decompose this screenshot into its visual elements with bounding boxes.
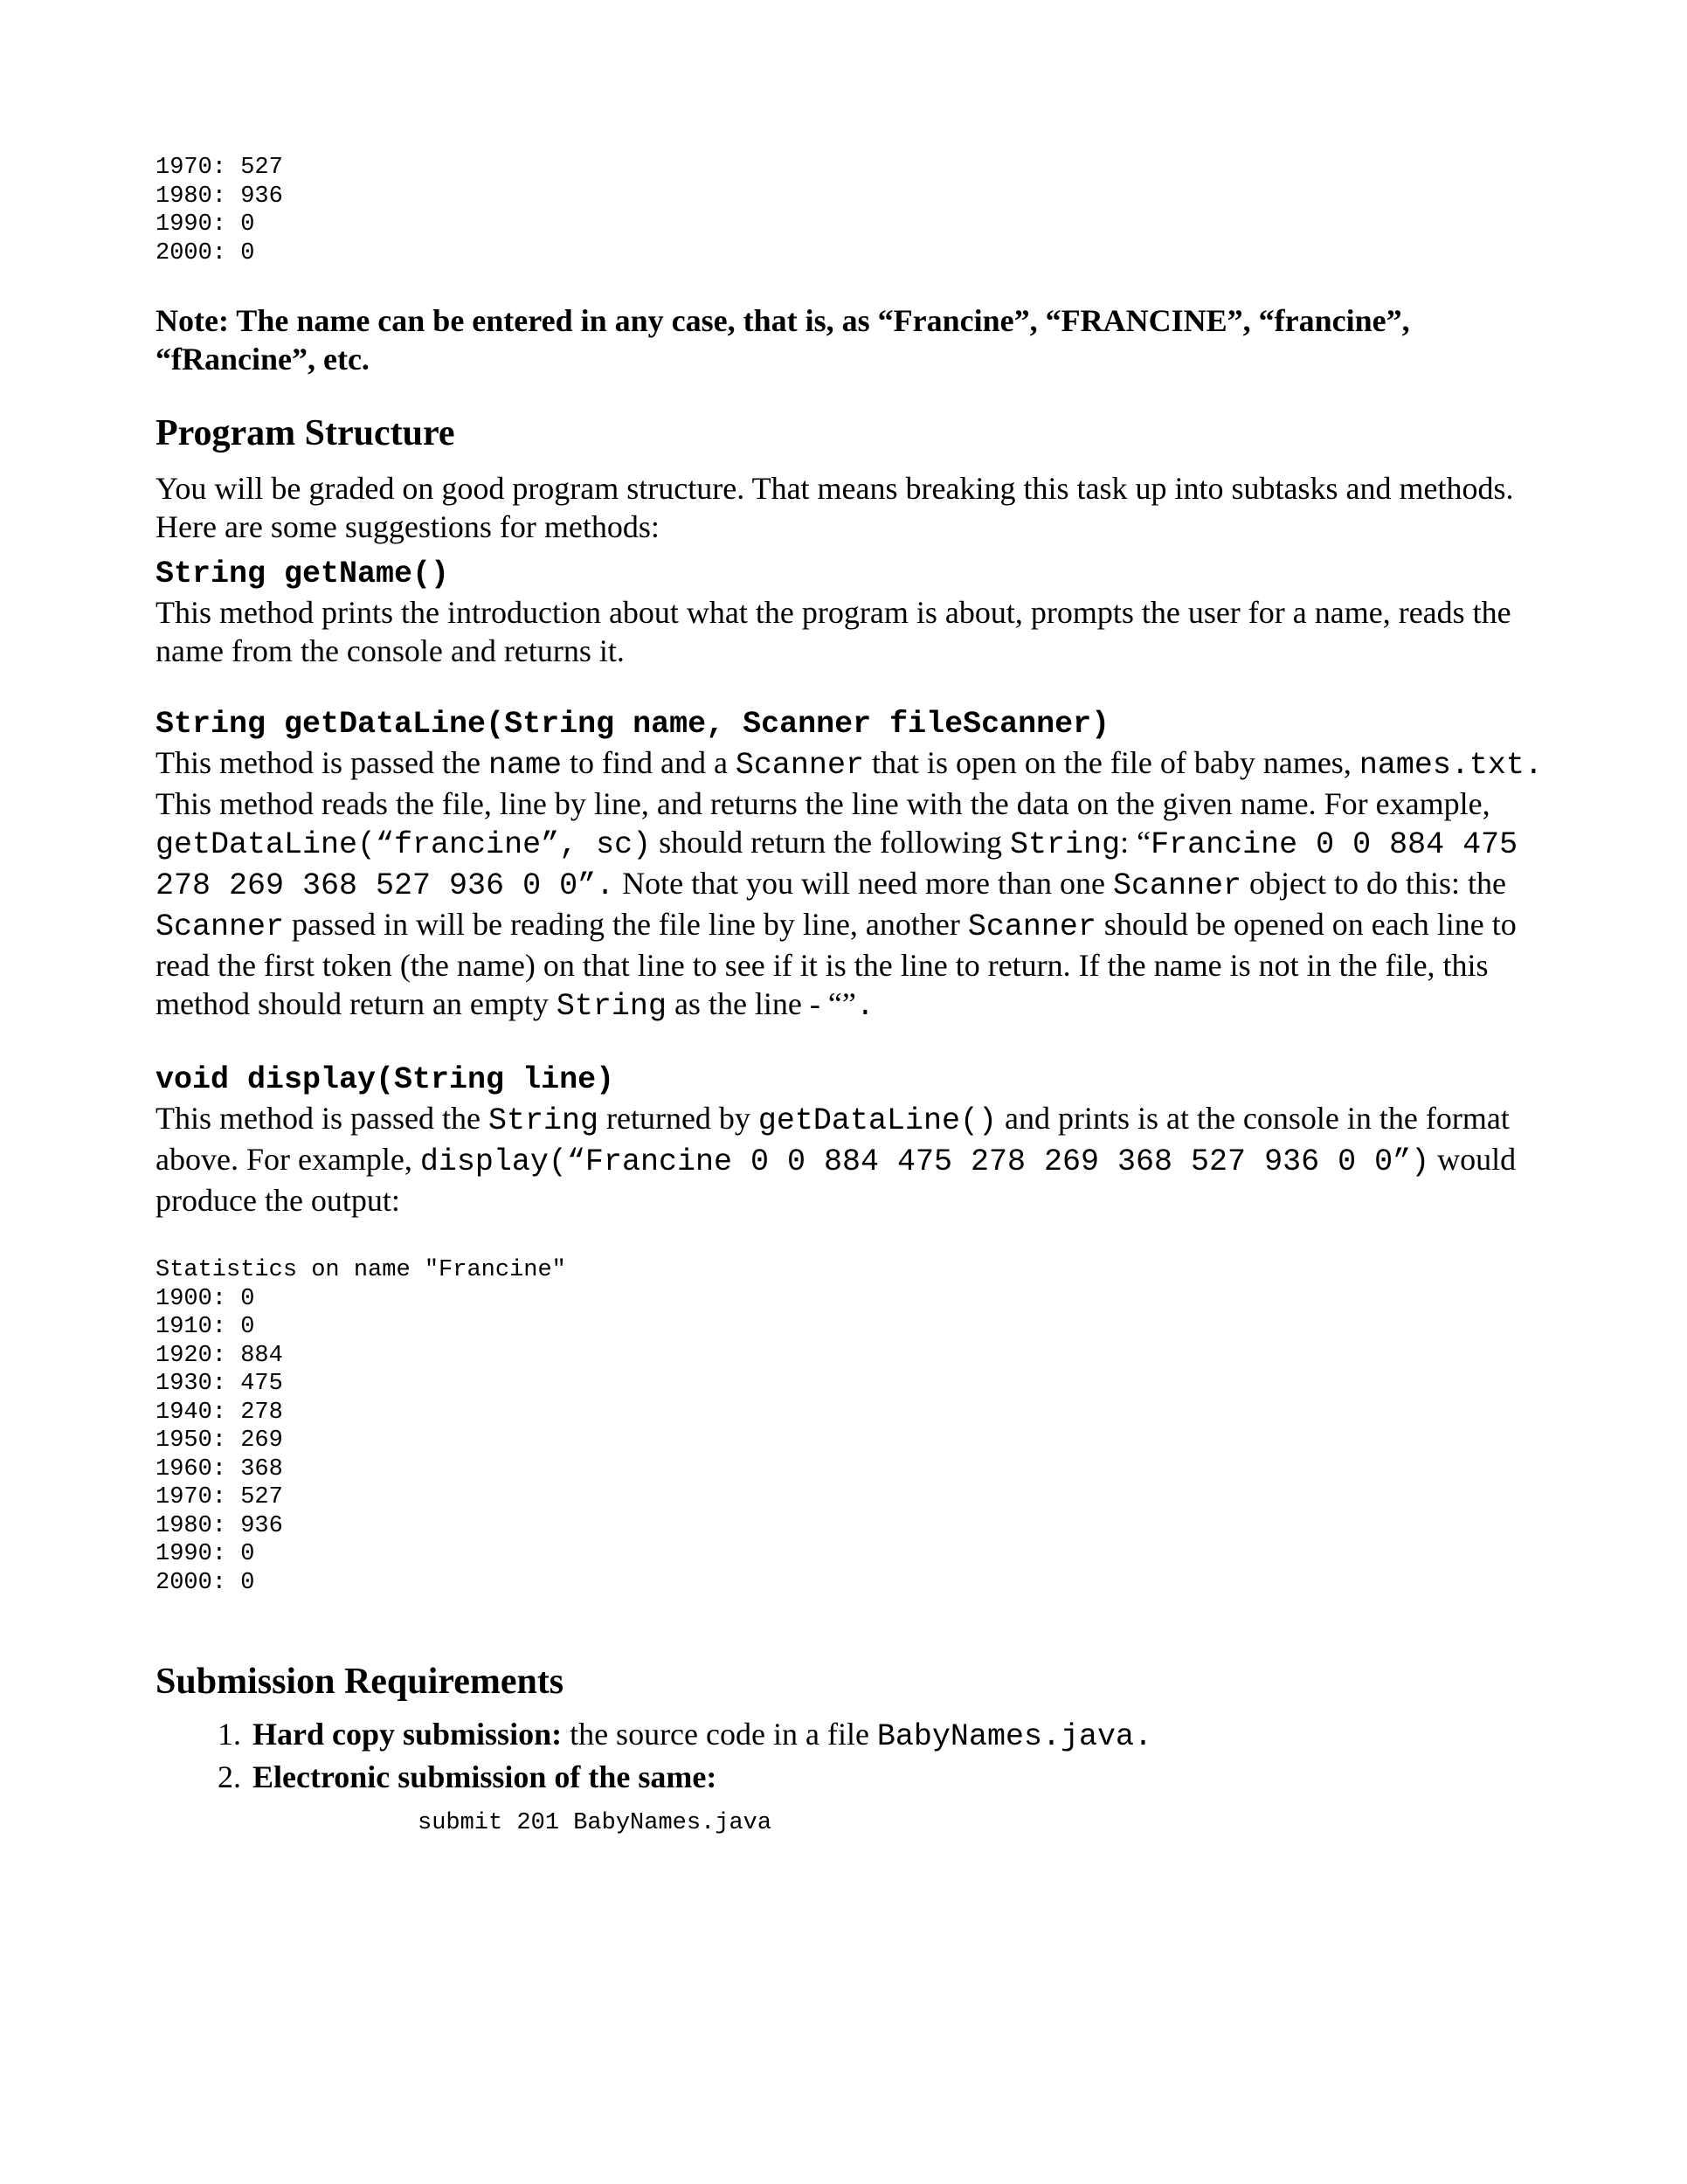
output-line: 1950: 269 [156,1427,283,1454]
submit-command: submit 201 BabyNames.java [418,1810,772,1836]
output-line: 1980: 936 [156,1512,283,1539]
get-data-line-signature: String getDataLine(String name, Scanner fileScanner) [156,707,1110,742]
output-line: 1900: 0 [156,1285,255,1312]
output-line: 1980: 936 [156,183,283,210]
output-line: 1910: 0 [156,1314,255,1340]
output-line: 1940: 278 [156,1399,283,1426]
submission-item-electronic: 2. Electronic submission of the same: [218,1759,717,1794]
submission-list [156,1714,1545,1797]
output-line: 1990: 0 [156,1541,255,1567]
output-line: 1960: 368 [156,1455,283,1482]
get-name-description: This method prints the introduction about what the program is about, prompts the user for a name, reads the name from the console and returns it. [156,595,1511,668]
output-line: 1970: 527 [156,1484,283,1510]
submission-item-hard-copy: 1. Hard copy submission: the source code in a file BabyNames.java. [218,1717,1152,1754]
case-note: Note: The name can be entered in any case, that is, as “Francine”, “FRANCINE”, “francine”, “fRancine”, etc. [156,303,1410,377]
output-line: 1970: 527 [156,155,283,181]
display-description: This method is passed the String returned by getDataLine() and prints is at the console in the format above. For example, display(“Francine 0 0 884 475 278 269 368 527 936 0 0”) would produce the output: [156,1101,1517,1218]
sample-output-block [156,1256,1545,1597]
output-line: Statistics on name "Francine" [156,1257,566,1283]
program-structure-heading: Program Structure [156,413,455,453]
program-structure-intro: You will be graded on good program structure. That means breaking this task up into subtasks and methods. Here are some suggestions for methods: [156,471,1514,544]
get-data-line-description: This method is passed the name to find and a Scanner that is open on the file of baby names, names.txt. This method reads the file, line by line, and returns the line with the data on the given name. For example, getDataLine(“francine”, sc) should return the following String: “Francine 0 0 884 475 278 269 368 527 936 0 0”. Note that you will need more than one Scanner object to do this: the Scanner passed in will be reading the file line by line, another Scanner should be opened on each line to read the first token (the name) on that line to see if it is the line to return. If the name is not in the file, this method should return an empty String as the line - “”. [156,745,1543,1024]
top-output-block [156,154,1545,267]
output-line: 1930: 475 [156,1371,283,1397]
output-line: 1920: 884 [156,1342,283,1369]
display-signature: void display(String line) [156,1062,615,1097]
get-name-signature: String getName() [156,556,450,591]
document-page [156,154,1545,1838]
output-line: 2000: 0 [156,239,255,266]
submission-heading: Submission Requirements [156,1662,564,1702]
output-line: 1990: 0 [156,211,255,238]
output-line: 2000: 0 [156,1569,255,1596]
